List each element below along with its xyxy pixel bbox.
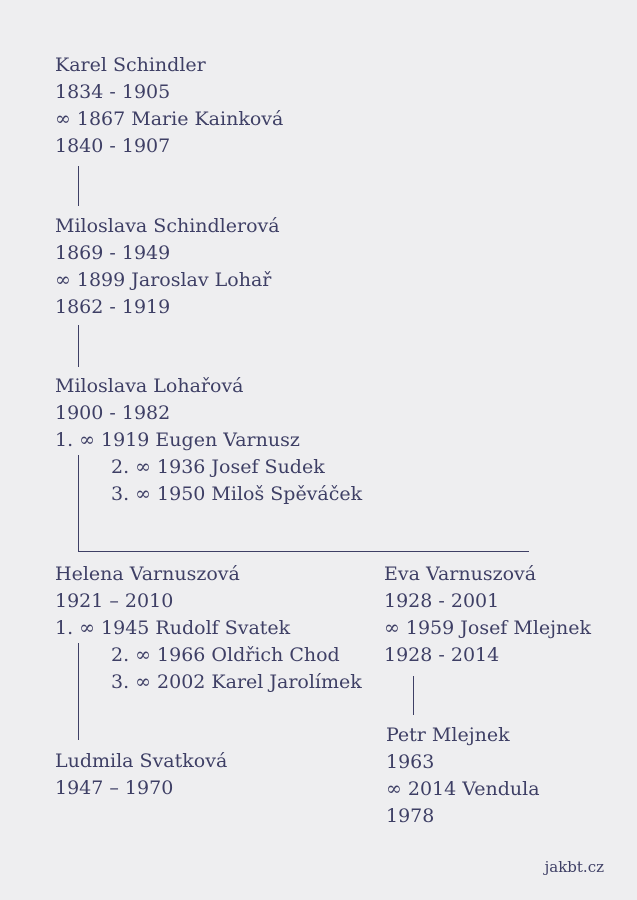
person-name: Petr Mlejnek [386,724,510,746]
spouse-years: 1840 - 1907 [55,135,171,157]
person-ludmila-svatkova [55,748,227,802]
marriage-line: ∞ 1867 Marie Kainková [55,108,284,130]
person-name: Ludmila Svatková [55,750,228,772]
marriage-line: 2. ∞ 1966 Oldřich Chod [111,644,340,666]
person-name: Eva Varnuszová [384,563,537,585]
person-years: 1928 - 2001 [384,590,500,612]
connector-line [78,455,79,552]
person-years: 1947 – 1970 [55,777,174,799]
person-name: Miloslava Lohařová [55,375,244,397]
person-eva-varnuszova [384,561,591,669]
connector-line [78,325,79,367]
spouse-years: 1978 [386,805,435,827]
connector-line [78,166,79,206]
connector-line [413,676,414,715]
connector-line [78,643,79,740]
person-name: Karel Schindler [55,54,206,76]
person-years: 1900 - 1982 [55,402,171,424]
branch-line [78,551,529,552]
marriage-line: 1. ∞ 1919 Eugen Varnusz [55,429,300,451]
person-name: Helena Varnuszová [55,563,240,585]
marriage-line: 3. ∞ 2002 Karel Jarolímek [111,671,362,693]
person-years: 1869 - 1949 [55,242,171,264]
person-years: 1963 [386,751,435,773]
marriage-line: 1. ∞ 1945 Rudolf Svatek [55,617,291,639]
person-helena-varnuszova [55,561,362,696]
marriage-line: ∞ 1899 Jaroslav Lohař [55,269,272,291]
site-watermark: jakbt.cz [544,858,604,876]
person-years: 1921 – 2010 [55,590,174,612]
person-miloslava-schindlerova [55,213,280,321]
marriage-line: ∞ 1959 Josef Mlejnek [384,617,592,639]
marriage-line: ∞ 2014 Vendula [386,778,540,800]
marriage-line: 2. ∞ 1936 Josef Sudek [111,456,325,478]
spouse-years: 1928 - 2014 [384,644,500,666]
person-petr-mlejnek [386,722,540,830]
person-miloslava-loharova [55,373,362,508]
marriage-line: 3. ∞ 1950 Miloš Spěváček [111,483,363,505]
person-years: 1834 - 1905 [55,81,171,103]
person-karel-schindler [55,52,283,160]
spouse-years: 1862 - 1919 [55,296,171,318]
person-name: Miloslava Schindlerová [55,215,280,237]
